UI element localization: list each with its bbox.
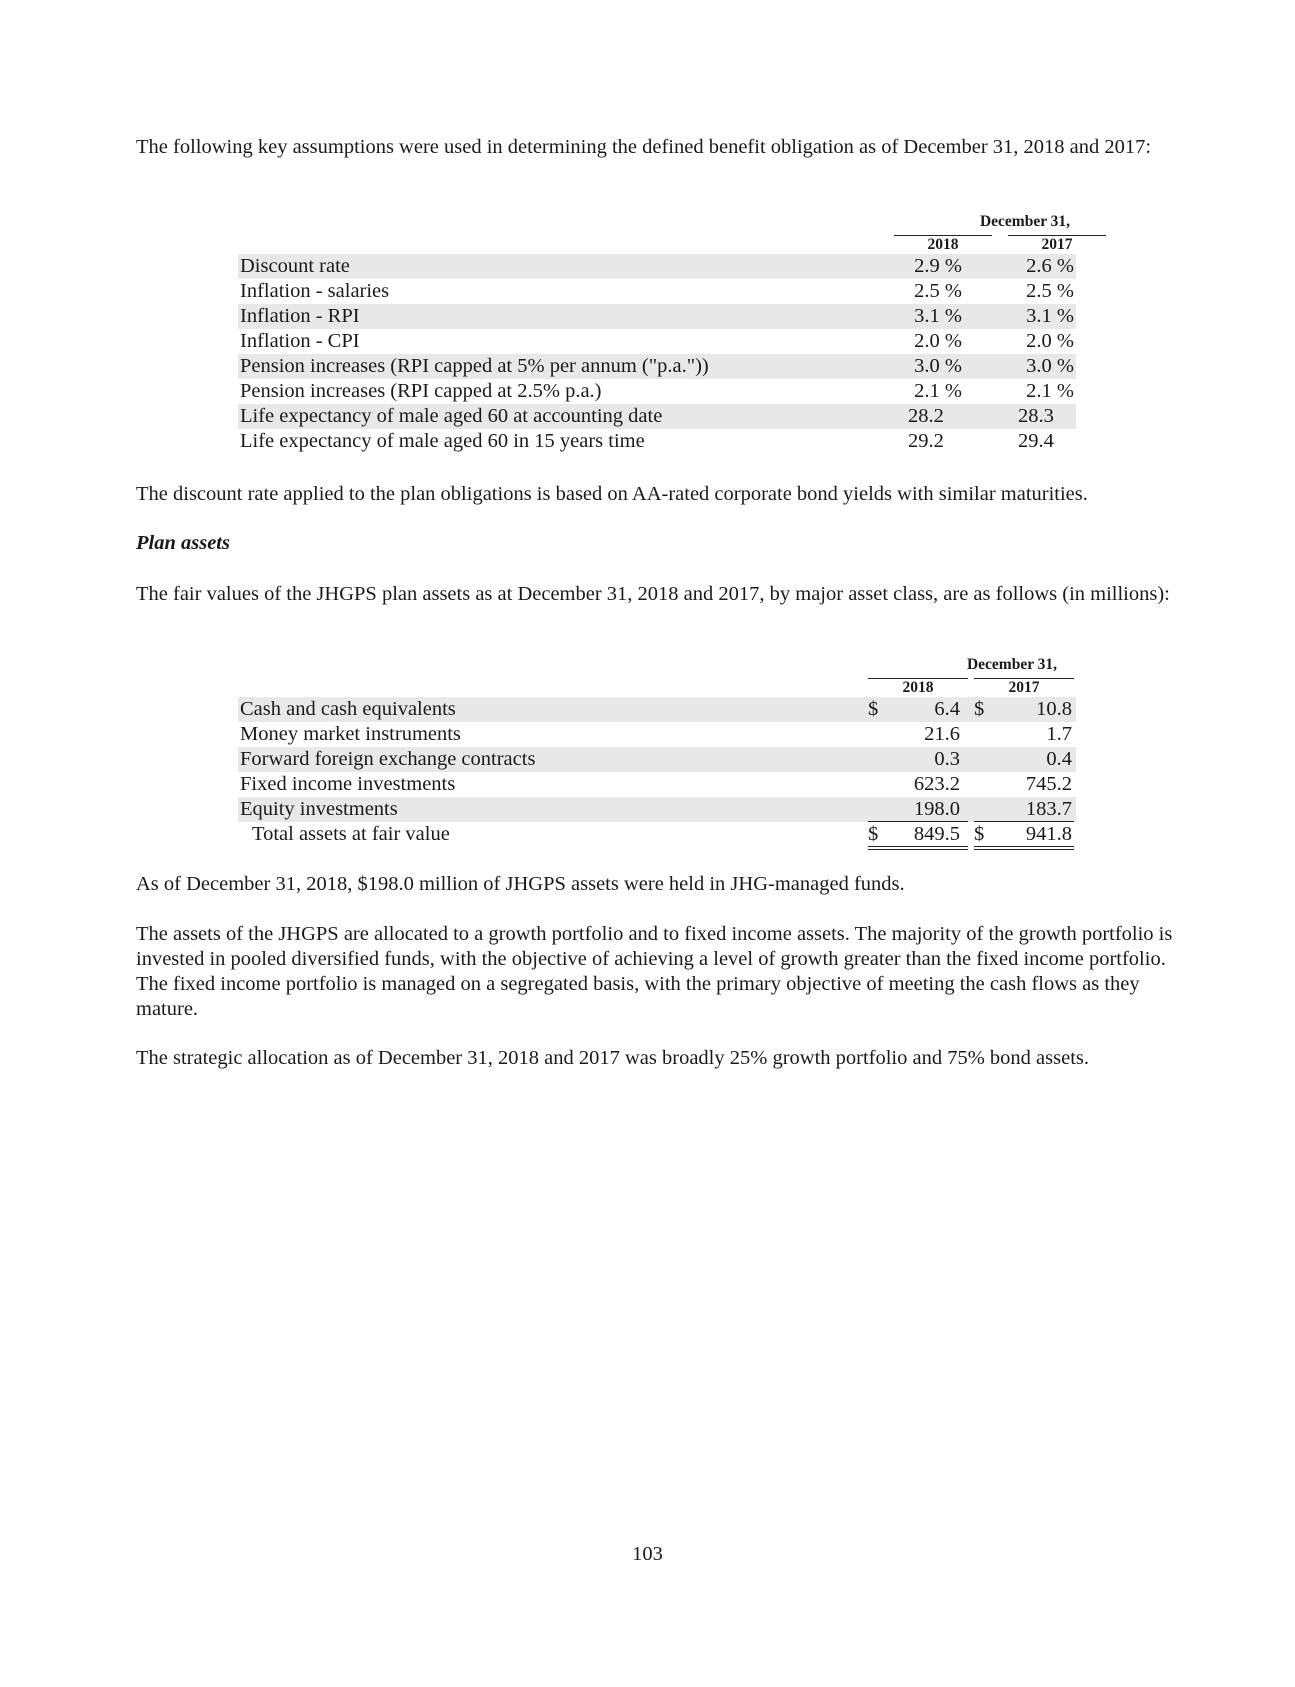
row-label: Forward foreign exchange contracts [240,748,536,770]
row-label: Money market instruments [240,723,461,745]
currency-symbol: $ [868,698,879,720]
value-2018: 2.0 % [914,330,962,352]
value-2018: 6.4 [934,698,960,720]
value-2017: 10.8 [1036,698,1072,720]
intro-paragraph: The following key assumptions were used in determining the defined benefit obligation as of December 31, 2018 and 2017: [136,136,1152,158]
row-label: Life expectancy of male aged 60 at accounting date [240,405,663,427]
value-2018: 3.0 % [914,355,962,377]
fair-values-paragraph: The fair values of the JHGPS plan assets as at December 31, 2018 and 2017, by major asset class, are as follows (in millions): [136,583,1170,605]
row-label: Fixed income investments [240,773,456,795]
value-2018: 0.3 [934,748,960,770]
value-2017: 745.2 [1025,773,1072,795]
allocation-paragraph: The assets of the JHGPS are allocated to a growth portfolio and to fixed income assets. The majority of the growth portfolio is invested in pooled diversified funds, with the objective of achieving a level of growth greater than the fixed income portfolio. The fixed income portfolio is managed on a segregated basis, with the primary objective of meeting the cash flows as they mature. [136,923,1173,1020]
value-2017: 941.8 [1025,823,1072,845]
value-2017: 29.4 [1018,430,1054,452]
year-header-2018: 2018 [894,235,992,254]
page-number: 103 [632,1543,663,1565]
table-row [238,429,1076,454]
period-header: December 31, [966,656,1058,673]
currency-symbol: $ [974,823,985,845]
row-label: Life expectancy of male aged 60 in 15 years time [240,430,645,452]
table-row-total [238,822,1076,847]
value-2018: 623.2 [913,773,960,795]
table-row [238,747,1076,772]
row-label: Pension increases (RPI capped at 5% per annum ("p.a.")) [240,355,709,377]
value-2017: 2.6 % [1026,255,1074,277]
table-row [238,304,1076,329]
row-label: Pension increases (RPI capped at 2.5% p.a.) [240,380,602,402]
row-label: Inflation - salaries [240,280,390,302]
row-label: Cash and cash equivalents [240,698,456,720]
year-header-2018: 2018 [868,678,968,697]
table-row [238,722,1076,747]
value-2018: 198.0 [913,798,960,820]
value-2017: 1.7 [1046,723,1072,745]
plan-assets-heading: Plan assets [136,532,230,554]
year-header-2017: 2017 [1008,235,1106,254]
row-label: Equity investments [240,798,398,820]
table-row [238,697,1076,722]
table-row [238,379,1076,404]
strategic-paragraph: The strategic allocation as of December 31, 2018 and 2017 was broadly 25% growth portfolio and 75% bond assets. [136,1047,1090,1069]
table-row [238,329,1076,354]
table-row [238,254,1076,279]
value-2017: 2.0 % [1026,330,1074,352]
value-2017: 2.5 % [1026,280,1074,302]
table-row [238,772,1076,797]
row-label: Inflation - CPI [240,330,360,352]
table-row [238,797,1076,822]
value-2018: 2.5 % [914,280,962,302]
currency-symbol: $ [868,823,879,845]
value-2017: 3.0 % [1026,355,1074,377]
value-2018: 29.2 [908,430,944,452]
value-2017: 3.1 % [1026,305,1074,327]
value-2018: 3.1 % [914,305,962,327]
value-2018: 28.2 [908,405,944,427]
row-label: Inflation - RPI [240,305,360,327]
managed-funds-paragraph: As of December 31, 2018, $198.0 million of JHGPS assets were held in JHG-managed funds. [136,873,905,895]
value-2018: 849.5 [913,823,960,845]
table-row [238,279,1076,304]
discount-paragraph: The discount rate applied to the plan obligations is based on AA-rated corporate bond yields with similar maturities. [136,483,1088,505]
value-2018: 21.6 [924,723,960,745]
value-2017: 2.1 % [1026,380,1074,402]
value-2018: 2.9 % [914,255,962,277]
year-header-2017: 2017 [974,678,1074,697]
currency-symbol: $ [974,698,985,720]
value-2017: 28.3 [1018,405,1054,427]
value-2017: 183.7 [1025,798,1072,820]
value-2018: 2.1 % [914,380,962,402]
value-2017: 0.4 [1046,748,1072,770]
period-header: December 31, [979,213,1071,230]
table-row [238,354,1076,379]
row-label: Discount rate [240,255,350,277]
row-label: Total assets at fair value [252,823,450,845]
table-row [238,404,1076,429]
